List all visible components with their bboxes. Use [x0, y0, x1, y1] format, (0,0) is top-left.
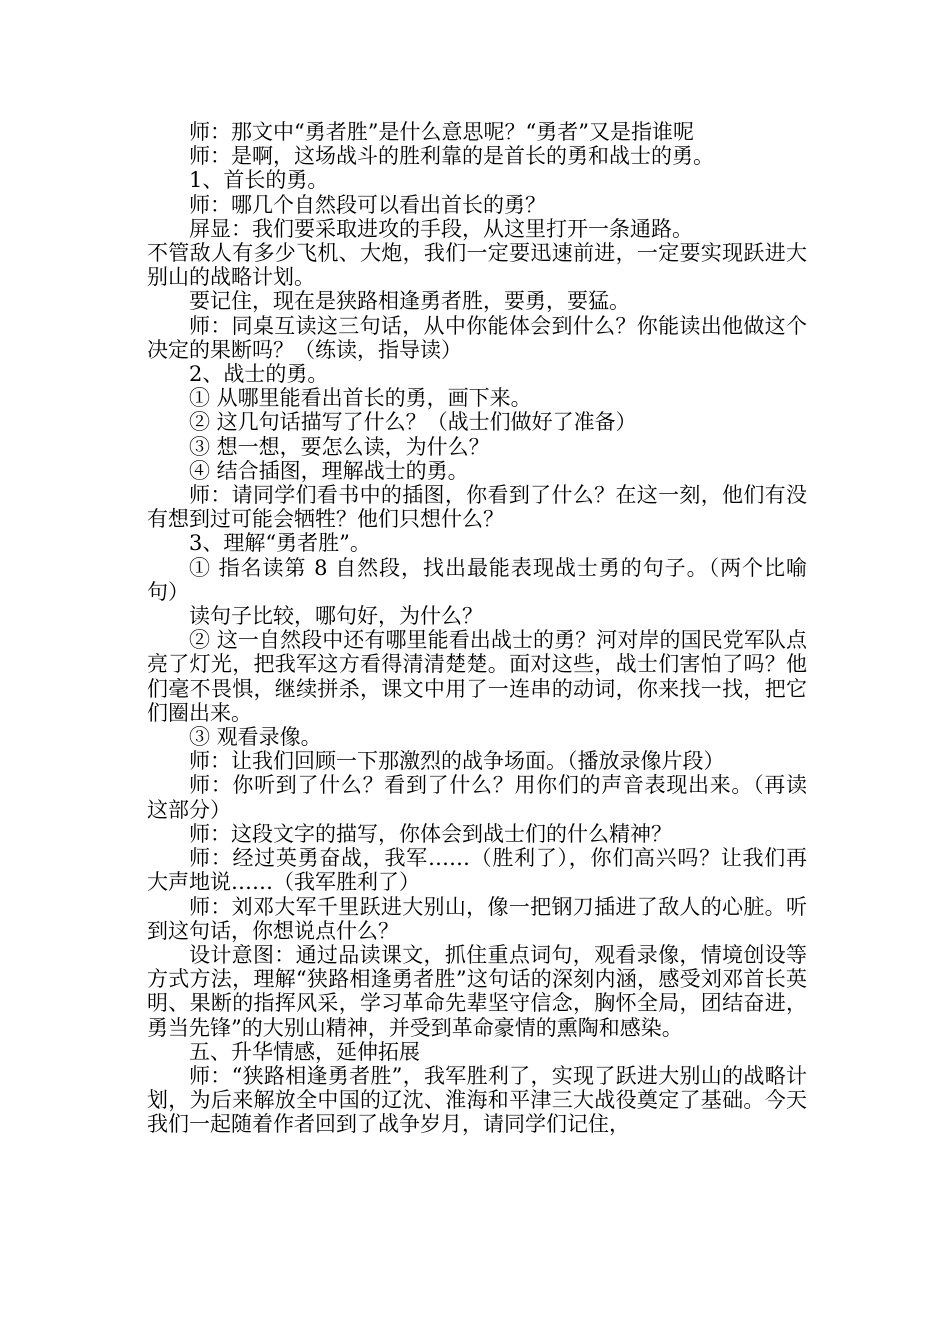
paragraph: ② 这一自然段中还有哪里能看出战士的勇？河对岸的国民党军队点亮了灯光，把我军这方看得清清楚楚。面对这些，战士们害怕了吗？他们毫不畏惧，继续拼杀，课文中用了一连串的动词，你来找一找，把它们圈出来。	[147, 628, 807, 725]
paragraph: 师：是啊，这场战斗的胜利靠的是首长的勇和战士的勇。	[189, 144, 714, 169]
paragraph: 师：同桌互读这三句话，从中你能体会到什么？你能读出他做这个决定的果断吗？（练读，指导读）	[147, 313, 807, 362]
paragraph: 不管敌人有多少飞机、大炮，我们一定要迅速前进，一定要实现跃进大别山的战略计划。	[147, 241, 807, 290]
paragraph: 屏显：我们要采取进攻的手段，从这里打开一条通路。	[189, 216, 693, 241]
paragraph: 五、升华情感，延伸拓展	[189, 1039, 420, 1064]
paragraph: 师：经过英勇奋战，我军……（胜利了），你们高兴吗？让我们再大声地说……（我军胜利了）	[147, 846, 807, 895]
paragraph: ③ 观看录像。	[189, 725, 322, 750]
paragraph: 师：请同学们看书中的插图，你看到了什么？在这一刻，他们有没有想到过可能会牺牲？他们只想什么？	[147, 483, 807, 532]
paragraph: 要记住，现在是狭路相逢勇者胜，要勇，要猛。	[189, 289, 630, 314]
paragraph: ① 指名读第 8 自然段，找出最能表现战士勇的句子。（两个比喻句）	[147, 555, 807, 604]
paragraph: 设计意图：通过品读课文，抓住重点词句，观看录像，情境创设等方式方法，理解“狭路相逢勇者胜”这句话的深刻内涵，感受刘邓首长英明、果断的指挥风采，学习革命先辈坚守信念，胸怀全局，团结奋进，勇当先锋”的大别山精神，并受到革命豪情的熏陶和感染。	[147, 942, 807, 1040]
paragraph: 1、首长的勇。	[189, 168, 329, 193]
paragraph: ③ 想一想，要怎么读，为什么？	[189, 434, 490, 459]
document-page	[147, 120, 807, 1137]
paragraph: 2、战士的勇。	[189, 362, 329, 387]
paragraph: 3、理解“勇者胜”。	[189, 531, 371, 556]
paragraph: 师：那文中“勇者胜”是什么意思呢？“勇者”又是指谁呢	[189, 120, 694, 144]
paragraph: 师：刘邓大军千里跃进大别山，像一把钢刀插进了敌人的心脏。听到这句话，你想说点什么？	[147, 894, 807, 943]
paragraph: 师：让我们回顾一下那激烈的战争场面。（播放录像片段）	[189, 749, 725, 774]
paragraph: 师：哪几个自然段可以看出首长的勇？	[189, 192, 546, 217]
paragraph: 师：这段文字的描写，你体会到战士们的什么精神？	[189, 821, 672, 846]
paragraph: ④ 结合插图，理解战士的勇。	[189, 458, 469, 483]
paragraph: 师：“狭路相逢勇者胜”，我军胜利了，实现了跃进大别山的战略计划，为后来解放全中国的辽沈、淮海和平津三大战役奠定了基础。今天我们一起随着作者回到了战争岁月，请同学们记住，	[147, 1063, 807, 1137]
paragraph: ① 从哪里能看出首长的勇，画下来。	[189, 386, 532, 411]
paragraph: 读句子比较，哪句好，为什么？	[189, 604, 483, 629]
paragraph: ② 这几句话描写了什么？（战士们做好了准备）	[189, 410, 637, 435]
paragraph: 师：你听到了什么？看到了什么？用你们的声音表现出来。（再读这部分）	[147, 773, 807, 822]
